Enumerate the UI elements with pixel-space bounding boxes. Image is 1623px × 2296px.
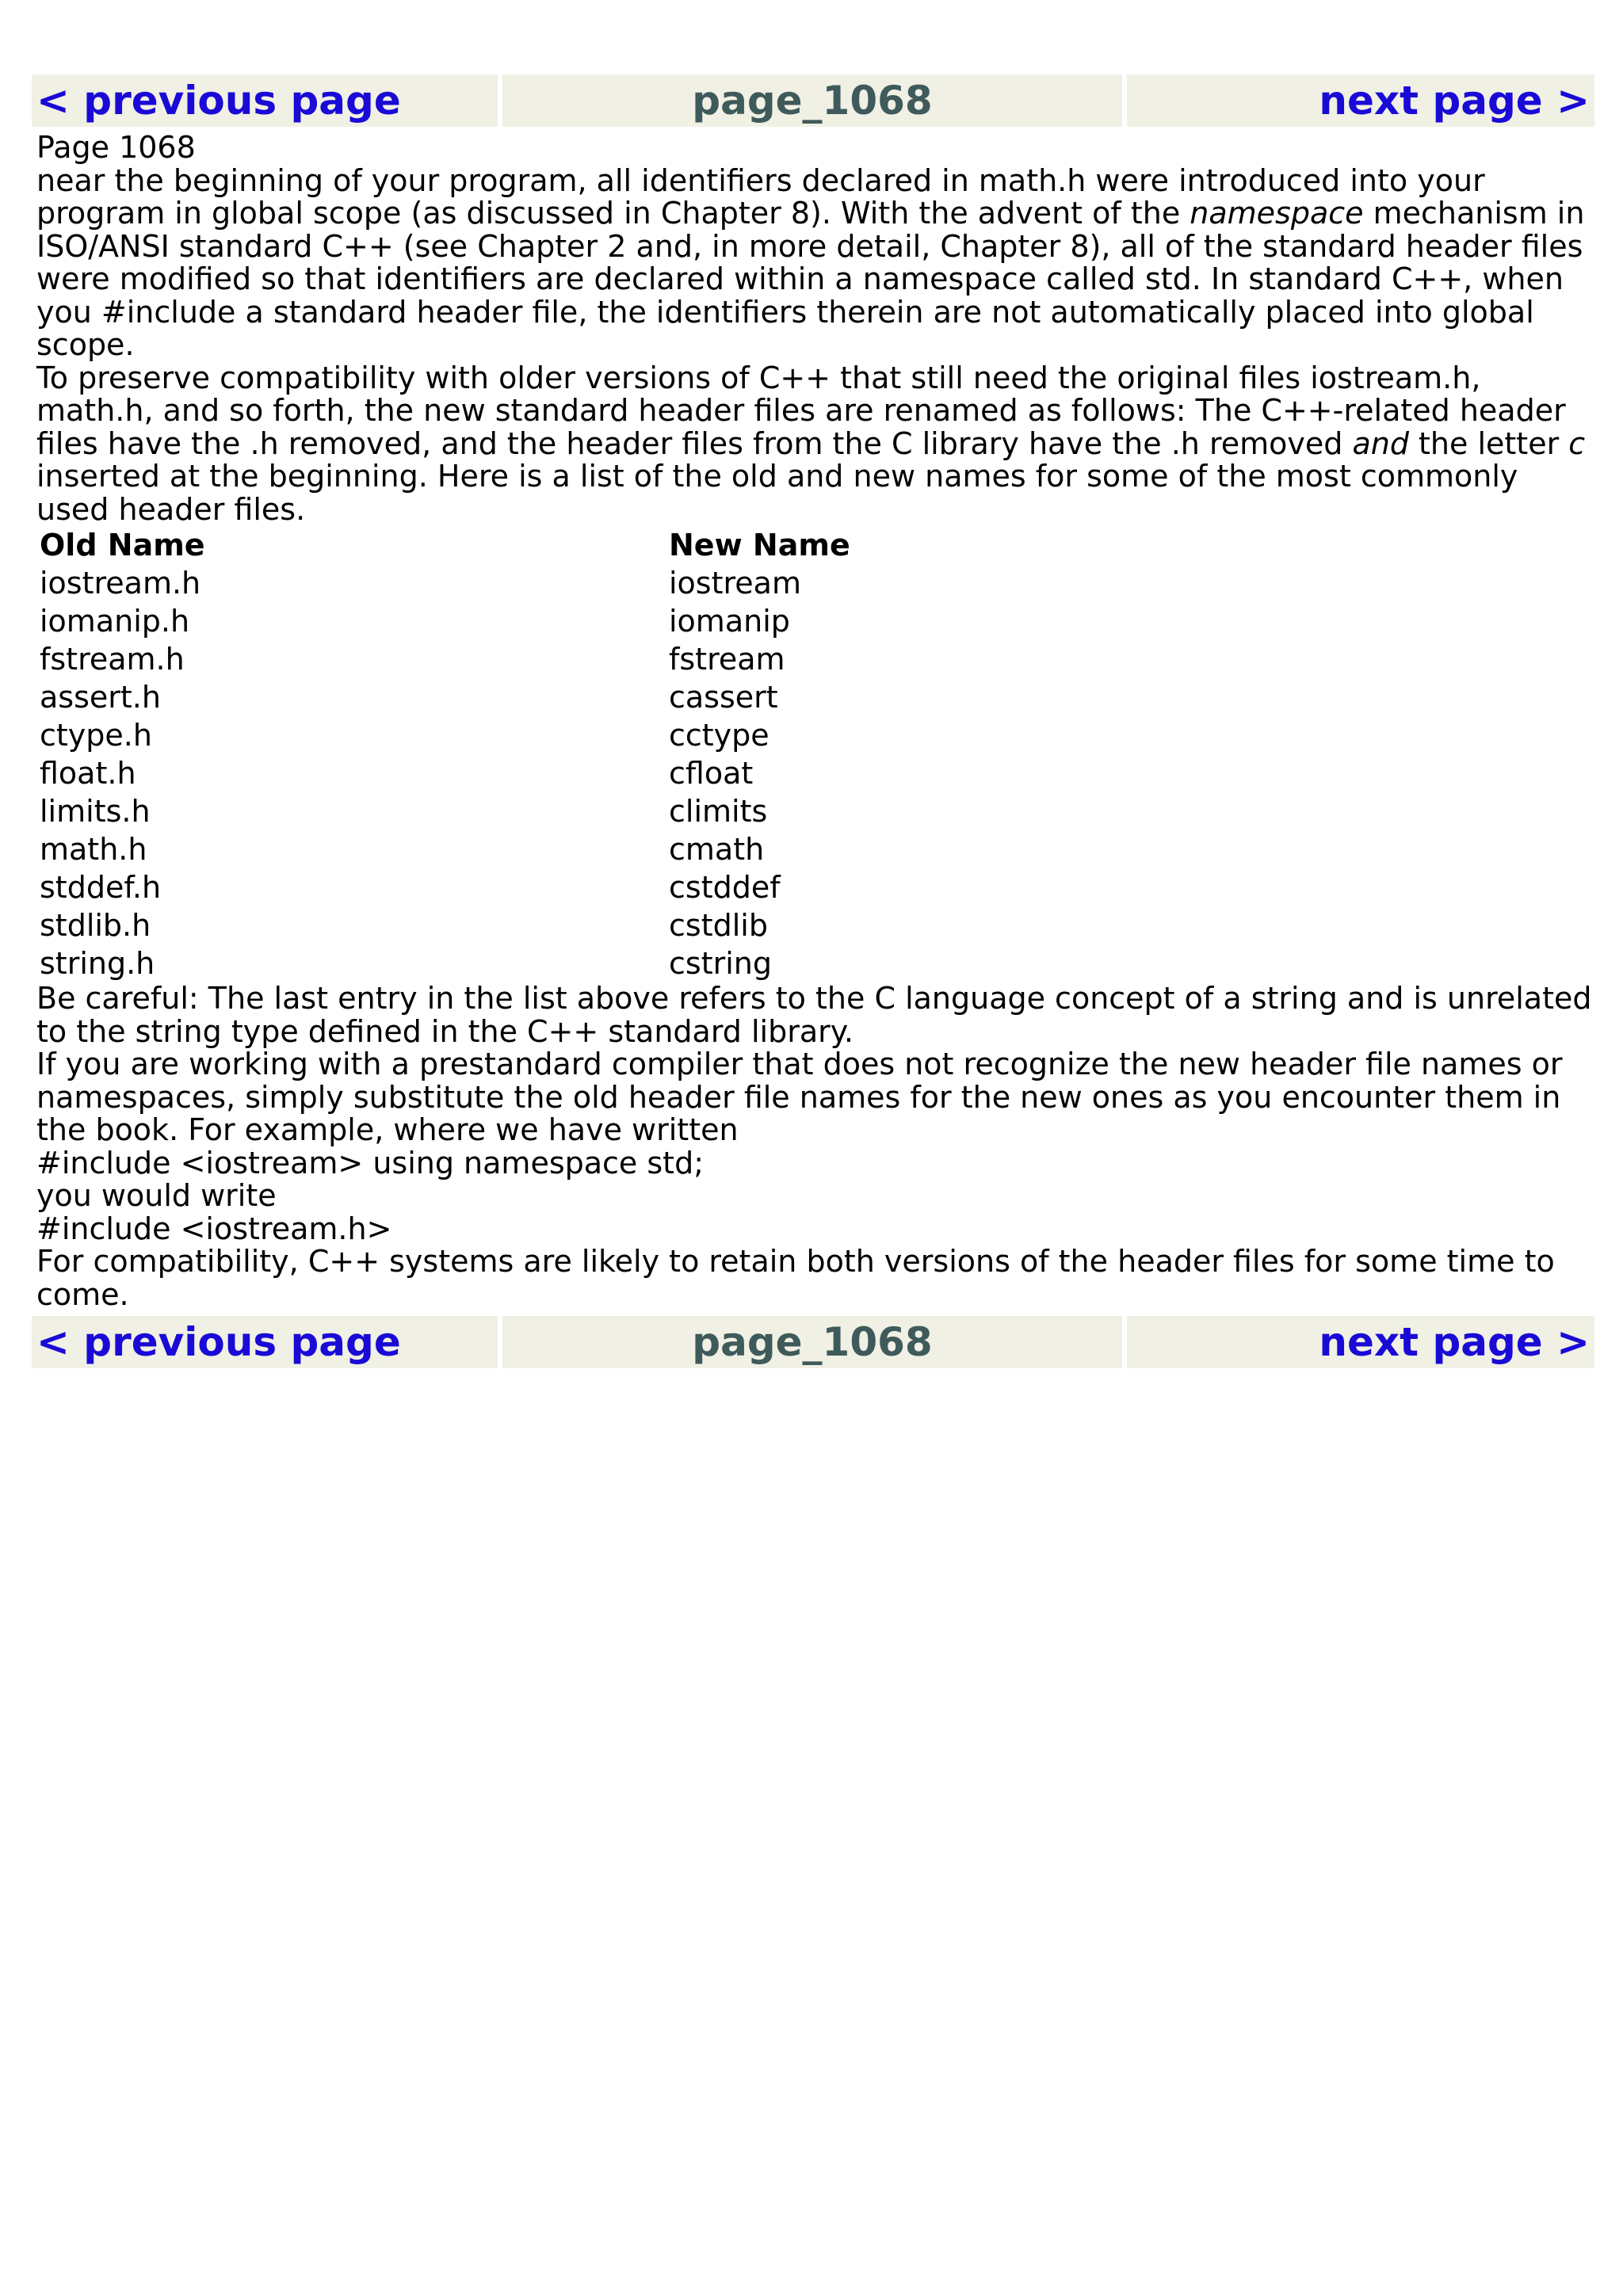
page-title-bottom: page_1068 [502, 1316, 1122, 1368]
old-name-cell: iomanip.h [40, 604, 190, 639]
new-name-cell: fstream [669, 642, 785, 677]
table-row [36, 564, 850, 602]
previous-page-link[interactable]: < previous page [32, 74, 498, 127]
page [32, 74, 1594, 1368]
paragraph-6: For compatibility, C++ systems are likely to retain both versions of the header files for some time to come. [36, 1244, 1555, 1312]
paragraph-5: you would write [36, 1178, 277, 1213]
paragraph-4: If you are working with a prestandard compiler that does not recognize the new header file names or namespaces, simply substitute the old header file names for the new ones as you encounter them in the book. For example, where we have written [36, 1047, 1563, 1147]
new-name-cell: cctype [669, 718, 769, 753]
table-row [36, 830, 850, 868]
bottom-navbar [32, 1316, 1594, 1368]
code-example-2: #include <iostream.h> [36, 1211, 392, 1246]
table-header-row [36, 526, 850, 564]
next-page-link[interactable]: next page > [1127, 74, 1594, 127]
new-name-cell: iomanip [669, 604, 790, 639]
previous-page-link-bottom[interactable]: < previous page [32, 1316, 498, 1368]
header-names-table [36, 526, 850, 982]
page-content [32, 127, 1594, 1316]
paragraph-2-emphasis-and: and [1352, 425, 1409, 461]
table-row [36, 906, 850, 944]
old-name-cell: limits.h [40, 794, 151, 829]
old-name-cell: string.h [40, 946, 155, 981]
table-row [36, 792, 850, 830]
column-header-new-name: New Name [669, 528, 850, 563]
paragraph-2-text-c: inserted at the beginning. Here is a list of the old and new names for some of the most commonly used header files. [36, 459, 1518, 527]
table-row [36, 868, 850, 906]
top-navbar [32, 74, 1594, 127]
table-row [36, 640, 850, 678]
paragraph-2 [36, 362, 1594, 527]
old-name-cell: fstream.h [40, 642, 185, 677]
next-page-link-bottom[interactable]: next page > [1127, 1316, 1594, 1368]
old-name-cell: stddef.h [40, 870, 162, 905]
table-row [36, 754, 850, 792]
old-name-cell: stdlib.h [40, 908, 151, 943]
paragraph-2-text-b: the letter [1408, 425, 1569, 461]
paragraph-1-text-b: mechanism in ISO/ANSI standard C++ (see Chapter 2 and, in more detail, Chapter 8), all of the standard header files were modified so that identifiers are declared within a namespace called std. In standard C++, when you #include a standard header file, the identifiers therein are not automatically placed into global scope. [36, 196, 1585, 362]
new-name-cell: cstddef [669, 870, 781, 905]
paragraph-1-text-a: near the beginning of your program, all identifiers declared in math.h were introduced into your program in global scope (as discussed in Chapter 8). With the advent of the [36, 162, 1485, 231]
new-name-cell: cmath [669, 832, 765, 867]
new-name-cell: cstring [669, 946, 772, 981]
table-row [36, 602, 850, 640]
page-title: page_1068 [502, 74, 1122, 127]
paragraph-3: Be careful: The last entry in the list above refers to the C language concept of a string and is unrelated to the string type defined in the C++ standard library. [36, 981, 1592, 1049]
old-name-cell: assert.h [40, 680, 161, 715]
paragraph-1 [36, 162, 1594, 362]
old-name-cell: float.h [40, 756, 136, 791]
new-name-cell: cfloat [669, 756, 754, 791]
table-row [36, 678, 850, 716]
paragraph-2-emphasis-c: c [1568, 425, 1586, 461]
table-row [36, 716, 850, 754]
paragraph-1-emphasis: namespace [1190, 196, 1364, 231]
column-header-old-name: Old Name [40, 528, 205, 563]
paragraph-2-text-a: To preserve compatibility with older versions of C++ that still need the original files iostream.h, math.h, and so forth, the new standard header files are renamed as follows: The C++-related header files have the .h removed, and the header files from the C library have the .h removed [36, 360, 1566, 461]
new-name-cell: climits [669, 794, 768, 829]
old-name-cell: iostream.h [40, 566, 201, 601]
new-name-cell: cassert [669, 680, 778, 715]
page-label: Page 1068 [36, 130, 196, 165]
old-name-cell: ctype.h [40, 718, 152, 753]
table-row [36, 944, 850, 982]
new-name-cell: iostream [669, 566, 801, 601]
new-name-cell: cstdlib [669, 908, 768, 943]
old-name-cell: math.h [40, 832, 147, 867]
code-example-1: #include <iostream> using namespace std; [36, 1145, 704, 1180]
